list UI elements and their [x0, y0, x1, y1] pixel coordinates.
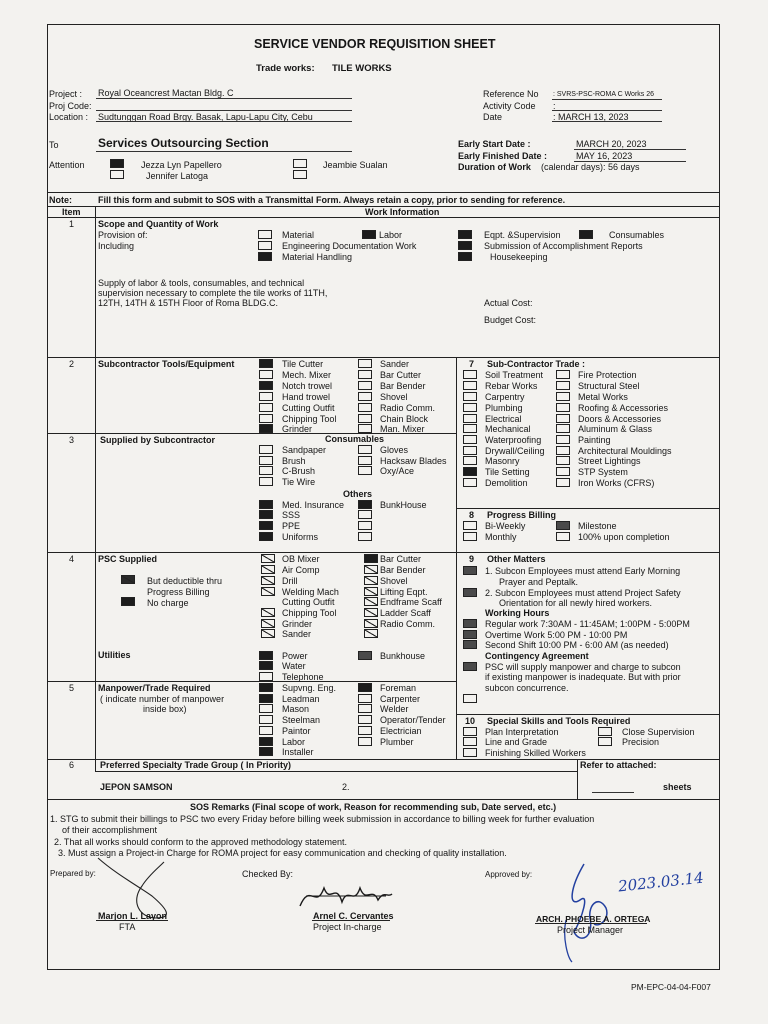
- labor-label: Labor: [379, 230, 403, 240]
- manpower-label-6: Labor: [282, 737, 306, 747]
- tool-label-1: Tile Cutter: [282, 359, 324, 369]
- note-label: Note:: [49, 195, 72, 205]
- trade-label-4: Plumbing: [485, 403, 523, 413]
- contingency-line-2: if existing manpower is inadequate. But with prior: [485, 672, 681, 682]
- consumables-label: Consumables: [609, 230, 665, 240]
- attention-name-3: Jeambie Sualan: [323, 160, 388, 170]
- consumable-label-5: Gloves: [380, 445, 409, 455]
- item-column-header: Item: [62, 207, 81, 217]
- preparer-title: FTA: [119, 922, 136, 932]
- scope-description-line-1: Supply of labor & tools, consumables, and technical: [98, 278, 305, 288]
- manpower-label-10: Welder: [380, 704, 409, 714]
- early-start-value: MARCH 20, 2023: [576, 139, 647, 149]
- material-handling-label: Material Handling: [282, 252, 353, 262]
- tool-label-13: Chain Block: [380, 414, 429, 424]
- working-hours-2: Overtime Work 5:00 PM - 10:00 PM: [485, 630, 628, 640]
- others-label-5: BunkHouse: [380, 500, 427, 510]
- scope-description-line-3: 12TH, 14TH & 15TH Floor of Roma BLDG.C.: [98, 298, 279, 308]
- item-10-number: 10: [465, 716, 476, 726]
- project-value: Royal Oceancrest Mactan Bldg. C: [98, 88, 234, 98]
- utilities-title: Utilities: [98, 650, 131, 660]
- tool-label-11: Shovel: [380, 392, 408, 402]
- matter-1-line-2: Prayer and Peptalk.: [499, 577, 579, 587]
- skill-label-3: Finishing Skilled Workers: [485, 748, 586, 758]
- reference-value: : SVRS-PSC-ROMA C Works 26: [553, 91, 655, 98]
- supplied-by-subcon-title: Supplied by Subcontractor: [100, 435, 216, 445]
- psc-label-10: Bar Bender: [380, 565, 426, 575]
- trade-label-15: Roofing & Accessories: [578, 403, 669, 413]
- psc-label-3: Drill: [282, 576, 298, 586]
- tool-label-4: Hand trowel: [282, 392, 331, 402]
- early-finish-value: MAY 16, 2023: [576, 151, 633, 161]
- trade-label-17: Aluminum & Glass: [578, 424, 653, 434]
- manpower-label-12: Electrician: [380, 726, 422, 736]
- item-1-number: 1: [69, 219, 75, 229]
- prepared-by-label: Prepared by:: [50, 869, 96, 878]
- utility-label-3: Telephone: [282, 672, 324, 682]
- provision-label: Provision of:: [98, 230, 148, 240]
- projcode-label: Proj Code:: [49, 101, 92, 111]
- monthly-label: Monthly: [485, 532, 517, 542]
- tool-label-8: Sander: [380, 359, 410, 369]
- manpower-label-1: Supvng. Eng.: [282, 683, 337, 693]
- utility-label-2: Water: [282, 661, 306, 671]
- tool-label-2: Mech. Mixer: [282, 370, 332, 380]
- housekeeping-label: Housekeeping: [490, 252, 548, 262]
- psc-label-9: Bar Cutter: [380, 554, 422, 564]
- psc-label-14: Ladder Scaff: [380, 608, 431, 618]
- psc-label-13: Endframe Scaff: [380, 597, 442, 607]
- activity-label: Activity Code: [483, 101, 536, 111]
- manpower-label-7: Installer: [282, 747, 314, 757]
- project-label: Project :: [49, 89, 83, 99]
- trade-label-13: Structural Steel: [578, 381, 640, 391]
- approver-title: Project Manager: [557, 925, 624, 935]
- item-2-number: 2: [69, 359, 75, 369]
- matter-2-line-2: Orientation for all newly hired workers.: [499, 598, 653, 608]
- others-label-4: Uniforms: [282, 532, 319, 542]
- item-6-number: 6: [69, 760, 75, 770]
- including-label: Including: [98, 241, 135, 251]
- others-title: Others: [343, 489, 373, 499]
- remark-1-line-2: of their accomplishment: [62, 825, 158, 835]
- manpower-label-8: Foreman: [380, 683, 417, 693]
- tool-label-9: Bar Cutter: [380, 370, 422, 380]
- to-label: To: [49, 140, 59, 150]
- form-frame: [47, 24, 720, 970]
- utility-label-1: Power: [282, 651, 308, 661]
- approver-name: ARCH. PHOEBE A. ORTEGA: [536, 914, 651, 924]
- tool-label-3: Notch trowel: [282, 381, 333, 391]
- material-label: Material: [282, 230, 315, 240]
- psc-label-12: Lifting Eqpt.: [380, 587, 428, 597]
- attention-name-1: Jezza Lyn Papellero: [141, 160, 222, 170]
- consumable-label-2: Brush: [282, 456, 306, 466]
- reference-label: Reference No: [483, 89, 539, 99]
- preparer-name: Marjon L. Layon: [98, 911, 168, 921]
- remark-1-line-1: 1. STG to submit their billings to PSC two every Friday before billing week submission in accordance to billing week for further evaluation: [50, 814, 595, 824]
- working-hours-1: Regular work 7:30AM - 11:45AM; 1:00PM - 5:00PM: [485, 619, 690, 629]
- trade-label-19: Architectural Mouldings: [578, 446, 672, 456]
- psc-label-4: Welding Mach: [282, 587, 339, 597]
- scope-description-line-2: supervision necessary to complete the tile works of 11TH,: [98, 288, 328, 298]
- trade-label-11: Demolition: [485, 478, 528, 488]
- tool-label-7: Grinder: [282, 424, 313, 434]
- approval-date: 2023.03.14: [617, 868, 705, 896]
- trade-label-18: Painting: [578, 435, 611, 445]
- contingency-line-3: subcon concurrence.: [485, 683, 569, 693]
- skill-label-4: Close Supervision: [622, 727, 695, 737]
- early-finish-label: Early Finished Date :: [458, 151, 548, 161]
- note-text: Fill this form and submit to SOS with a Transmittal Form. Always retain a copy, prior to sending for reference.: [98, 195, 566, 205]
- manpower-subtitle-1: ( indicate number of manpower: [100, 694, 225, 704]
- tool-label-10: Bar Bender: [380, 381, 426, 391]
- duration-value: (calendar days): 56 days: [541, 162, 640, 172]
- tool-label-6: Chipping Tool: [282, 414, 337, 424]
- psc-label-1: OB Mixer: [282, 554, 320, 564]
- trade-value: TILE WORKS: [332, 63, 392, 74]
- contingency-line-1: PSC will supply manpower and charge to subcon: [485, 662, 681, 672]
- date-value: : MARCH 13, 2023: [553, 112, 629, 122]
- psc-label-6: Chipping Tool: [282, 608, 337, 618]
- trade-label-9: Masonry: [485, 456, 520, 466]
- item-8-number: 8: [469, 510, 475, 520]
- budget-cost-label: Budget Cost:: [484, 315, 537, 325]
- tool-label-5: Cutting Outfit: [282, 403, 335, 413]
- psc-label-11: Shovel: [380, 576, 408, 586]
- consumable-label-4: Tie Wire: [282, 477, 316, 487]
- contingency-title: Contingency Agreement: [485, 651, 589, 661]
- trade-label: Trade works:: [256, 63, 315, 74]
- subcon-trade-title: Sub-Contractor Trade :: [487, 359, 586, 369]
- form-title: SERVICE VENDOR REQUISITION SHEET: [254, 37, 496, 51]
- subcon-tools-title: Subcontractor Tools/Equipment: [98, 359, 235, 369]
- item-9-number: 9: [469, 554, 475, 564]
- manpower-subtitle-2: inside box): [143, 704, 187, 714]
- psc-label-8: Sander: [282, 629, 312, 639]
- psc-label-5: Cutting Outfit: [282, 597, 335, 607]
- early-start-label: Early Start Date :: [458, 139, 531, 149]
- progress-billing-title: Progress Billing: [487, 510, 557, 520]
- trade-label-20: Street Lightings: [578, 456, 641, 466]
- consumable-label-7: Oxy/Ace: [380, 466, 415, 476]
- refer-attached-label: Refer to attached:: [580, 760, 657, 770]
- item-5-number: 5: [69, 683, 75, 693]
- checker-title: Project In-charge: [313, 922, 382, 932]
- manpower-label-13: Plumber: [380, 737, 414, 747]
- manpower-label-4: Steelman: [282, 715, 321, 725]
- work-information-header: Work Information: [365, 207, 440, 217]
- others-label-3: PPE: [282, 521, 301, 531]
- deductible-label-1: But deductible thru: [147, 576, 223, 586]
- manpower-label-2: Leadman: [282, 694, 320, 704]
- manpower-label-9: Carpenter: [380, 694, 421, 704]
- psc-supplied-title: PSC Supplied: [98, 554, 158, 564]
- skill-label-2: Line and Grade: [485, 737, 548, 747]
- item-4-number: 4: [69, 554, 75, 564]
- psc-label-7: Grinder: [282, 619, 313, 629]
- trade-label-21: STP System: [578, 467, 628, 477]
- trade-label-3: Carpentry: [485, 392, 525, 402]
- checked-by-label: Checked By:: [242, 869, 294, 879]
- manpower-title: Manpower/Trade Required: [98, 683, 211, 693]
- item-3-number: 3: [69, 435, 75, 445]
- working-hours-3: Second Shift 10:00 PM - 6:00 AM (as needed): [485, 640, 669, 650]
- date-label: Date: [483, 112, 503, 122]
- trade-label-10: Tile Setting: [485, 467, 530, 477]
- checker-name: Arnel C. Cervantes: [313, 911, 394, 921]
- remark-3: 3. Must assign a Project-in Charge for ROMA project for easy communication and checking of quality installation.: [58, 848, 507, 858]
- psc-label-2: Air Comp: [282, 565, 320, 575]
- sheets-label: sheets: [663, 782, 692, 792]
- other-matters-title: Other Matters: [487, 554, 546, 564]
- skill-label-5: Precision: [622, 737, 660, 747]
- manpower-label-11: Operator/Tender: [380, 715, 446, 725]
- attention-name-2: Jennifer Latoga: [146, 171, 209, 181]
- full-completion-label: 100% upon completion: [578, 532, 670, 542]
- attention-label: Attention: [49, 160, 85, 170]
- skill-label-1: Plan Interpretation: [485, 727, 559, 737]
- trade-label-7: Waterproofing: [485, 435, 542, 445]
- consumable-label-1: Sandpaper: [282, 445, 327, 455]
- manpower-label-3: Mason: [282, 704, 310, 714]
- preferred-group-1: JEPON SAMSON: [100, 782, 173, 792]
- consumable-label-3: C-Brush: [282, 466, 316, 476]
- tool-label-14: Man. Mixer: [380, 424, 425, 434]
- trade-label-5: Electrical: [485, 414, 522, 424]
- activity-value: :: [553, 101, 556, 111]
- location-label: Location :: [49, 112, 89, 122]
- deductible-label-2: Progress Billing: [147, 587, 210, 597]
- no-charge-label: No charge: [147, 598, 189, 608]
- consumable-label-6: Hacksaw Blades: [380, 456, 447, 466]
- to-value: Services Outsourcing Section: [98, 136, 269, 150]
- trade-label-2: Rebar Works: [485, 381, 538, 391]
- manpower-label-5: Paintor: [282, 726, 311, 736]
- psc-label-15: Radio Comm.: [380, 619, 436, 629]
- special-skills-title: Special Skills and Tools Required: [487, 716, 631, 726]
- eng-doc-label: Engineering Documentation Work: [282, 241, 417, 251]
- actual-cost-label: Actual Cost:: [484, 298, 533, 308]
- others-label-1: Med. Insurance: [282, 500, 345, 510]
- form-code: PM-EPC-04-04-F007: [631, 982, 711, 992]
- bi-weekly-label: Bi-Weekly: [485, 521, 526, 531]
- milestone-label: Milestone: [578, 521, 617, 531]
- working-hours-title: Working Hours: [485, 608, 550, 618]
- utility-label-4: Bunkhouse: [380, 651, 426, 661]
- approved-by-label: Approved by:: [485, 870, 533, 879]
- matter-2-line-1: 2. Subcon Employees must attend Project Safety: [485, 588, 681, 598]
- remark-2: 2. That all works should conform to the approved methodology statement.: [54, 837, 347, 847]
- trade-label-22: Iron Works (CFRS): [578, 478, 655, 488]
- matter-1-line-1: 1. Subcon Employees must attend Early Morning: [485, 566, 681, 576]
- scope-title: Scope and Quantity of Work: [98, 219, 219, 229]
- trade-label-1: Soil Treatment: [485, 370, 544, 380]
- trade-label-8: Drywall/Ceiling: [485, 446, 545, 456]
- trade-label-12: Fire Protection: [578, 370, 637, 380]
- submission-label: Submission of Accomplishment Reports: [484, 241, 643, 251]
- trade-label-16: Doors & Accessories: [578, 414, 662, 424]
- remarks-title: SOS Remarks (Final scope of work, Reason for recommending sub, Date served, etc.): [190, 802, 557, 812]
- tool-label-12: Radio Comm.: [380, 403, 436, 413]
- trade-label-14: Metal Works: [578, 392, 628, 402]
- location-value: Sudtunggan Road Brgy. Basak, Lapu-Lapu City, Cebu: [98, 112, 313, 122]
- eqpt-supervision-label: Eqpt. &Supervision: [484, 230, 561, 240]
- preferred-group-2-number: 2.: [342, 782, 350, 792]
- duration-label: Duration of Work: [458, 162, 531, 172]
- others-label-2: SSS: [282, 510, 301, 520]
- trade-label-6: Mechanical: [485, 424, 531, 434]
- consumables-title: Consumables: [325, 434, 385, 444]
- item-7-number: 7: [469, 359, 475, 369]
- preferred-group-title: Preferred Specialty Trade Group ( In Priority): [100, 760, 292, 770]
